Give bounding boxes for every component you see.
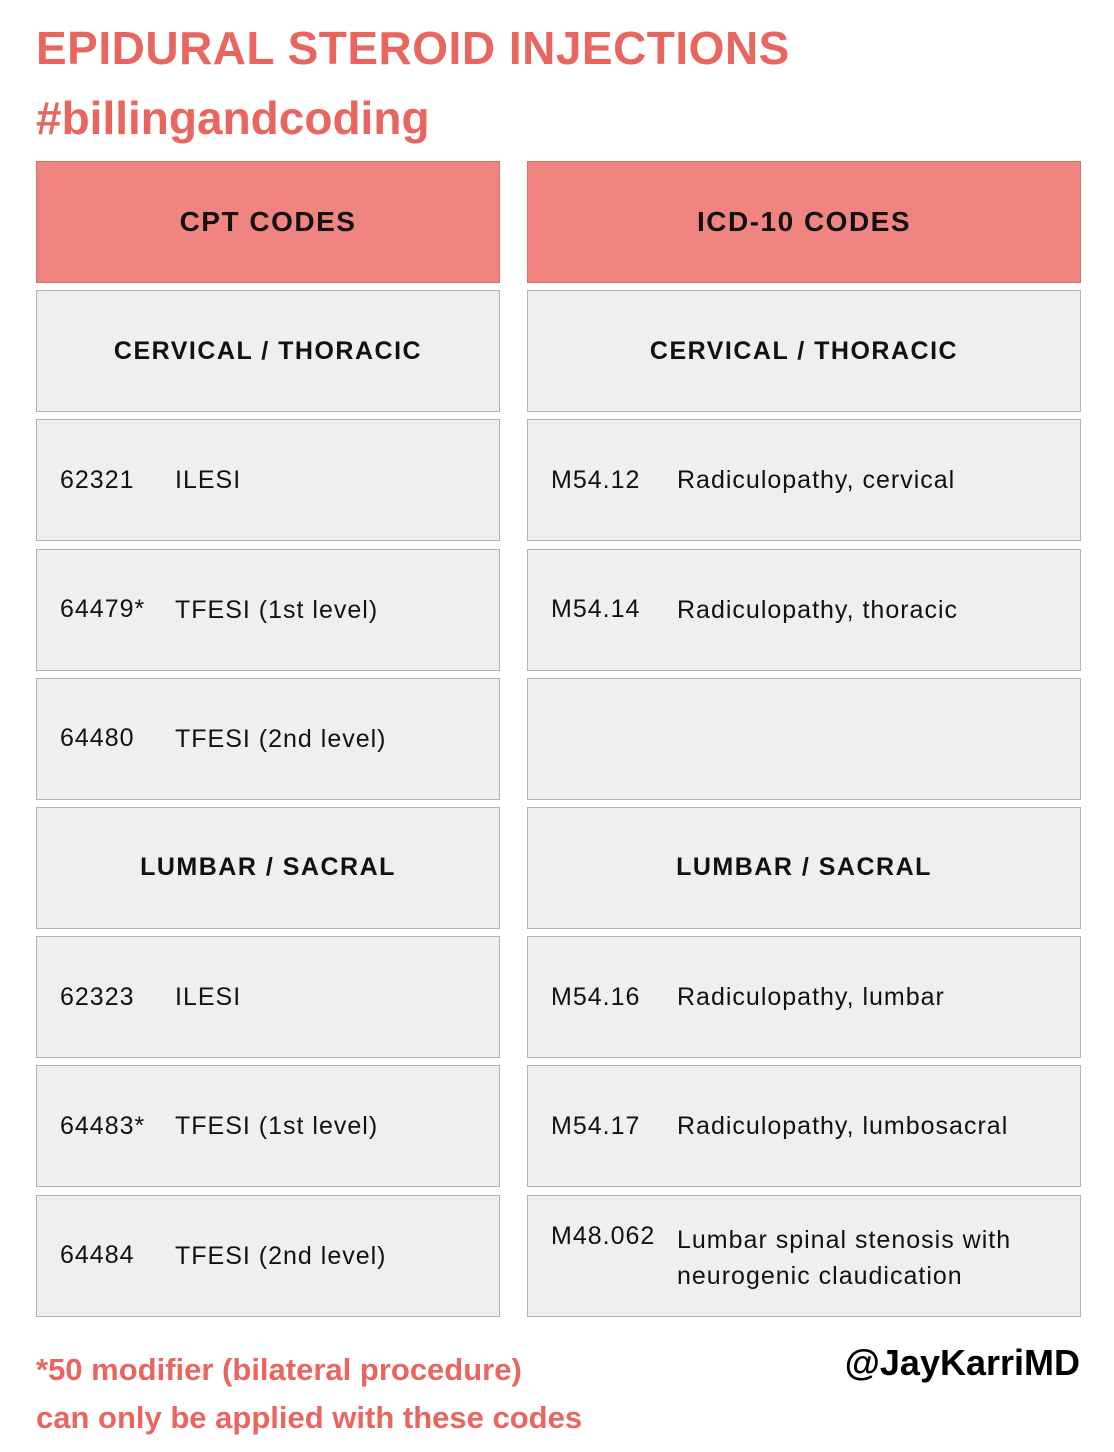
icd-description: Radiculopathy, lumbosacral	[677, 1112, 1009, 1141]
icd-lumbar-header: LUMBAR / SACRAL	[527, 807, 1081, 929]
cpt-description: ILESI	[175, 983, 242, 1012]
cpt-description: TFESI (1st level)	[175, 1112, 379, 1141]
icd-code: M54.12	[551, 465, 641, 494]
icd-description: Lumbar spinal stenosis with neurogenic claudication	[677, 1225, 1012, 1290]
cpt-code: 64479*	[60, 595, 146, 624]
icd-description: Radiculopathy, lumbar	[677, 983, 945, 1012]
icd-code: M54.16	[551, 982, 641, 1011]
table-row	[36, 549, 500, 671]
table-row	[527, 549, 1081, 671]
cpt-code: 64484	[60, 1241, 135, 1269]
table-row	[36, 678, 500, 800]
page-title: EPIDURAL STEROID INJECTIONS	[36, 22, 790, 74]
hashtag: #billingandcoding	[36, 92, 430, 144]
cpt-column	[36, 161, 500, 1324]
table-row	[36, 419, 500, 541]
cpt-header: CPT CODES	[36, 161, 500, 283]
footnote-line-2: can only be applied with these codes	[36, 1400, 583, 1435]
author-handle: @JayKarriMD	[844, 1342, 1080, 1383]
icd-column	[527, 161, 1081, 1324]
table-row	[527, 419, 1081, 541]
empty-cell	[527, 678, 1081, 800]
cpt-code: 64480	[60, 724, 135, 753]
table-row	[527, 936, 1081, 1058]
cpt-code: 62323	[60, 982, 135, 1011]
cpt-description: ILESI	[175, 466, 242, 495]
cpt-code: 62321	[60, 465, 135, 494]
cpt-description: TFESI (2nd level)	[175, 724, 387, 753]
icd-cervical-header: CERVICAL / THORACIC	[527, 290, 1081, 412]
icd-description: Radiculopathy, cervical	[677, 466, 956, 495]
icd-code: M54.17	[551, 1111, 641, 1140]
icd-code: M54.14	[551, 595, 641, 624]
cpt-description: TFESI (1st level)	[175, 595, 379, 624]
icd-header: ICD-10 CODES	[527, 161, 1081, 283]
cpt-description: TFESI (2nd level)	[175, 1241, 387, 1270]
table-row	[36, 1065, 500, 1187]
footnote	[36, 1346, 582, 1442]
icd-code: M48.062	[551, 1221, 656, 1250]
table-row	[36, 1195, 500, 1317]
cpt-lumbar-header: LUMBAR / SACRAL	[36, 807, 500, 929]
table-row	[527, 1065, 1081, 1187]
table-row	[36, 936, 500, 1058]
footnote-line-1: *50 modifier (bilateral procedure)	[36, 1352, 522, 1387]
cpt-code: 64483*	[60, 1111, 146, 1140]
icd-description: Radiculopathy, thoracic	[677, 595, 959, 624]
cpt-cervical-header: CERVICAL / THORACIC	[36, 290, 500, 412]
table-row	[527, 1195, 1081, 1317]
